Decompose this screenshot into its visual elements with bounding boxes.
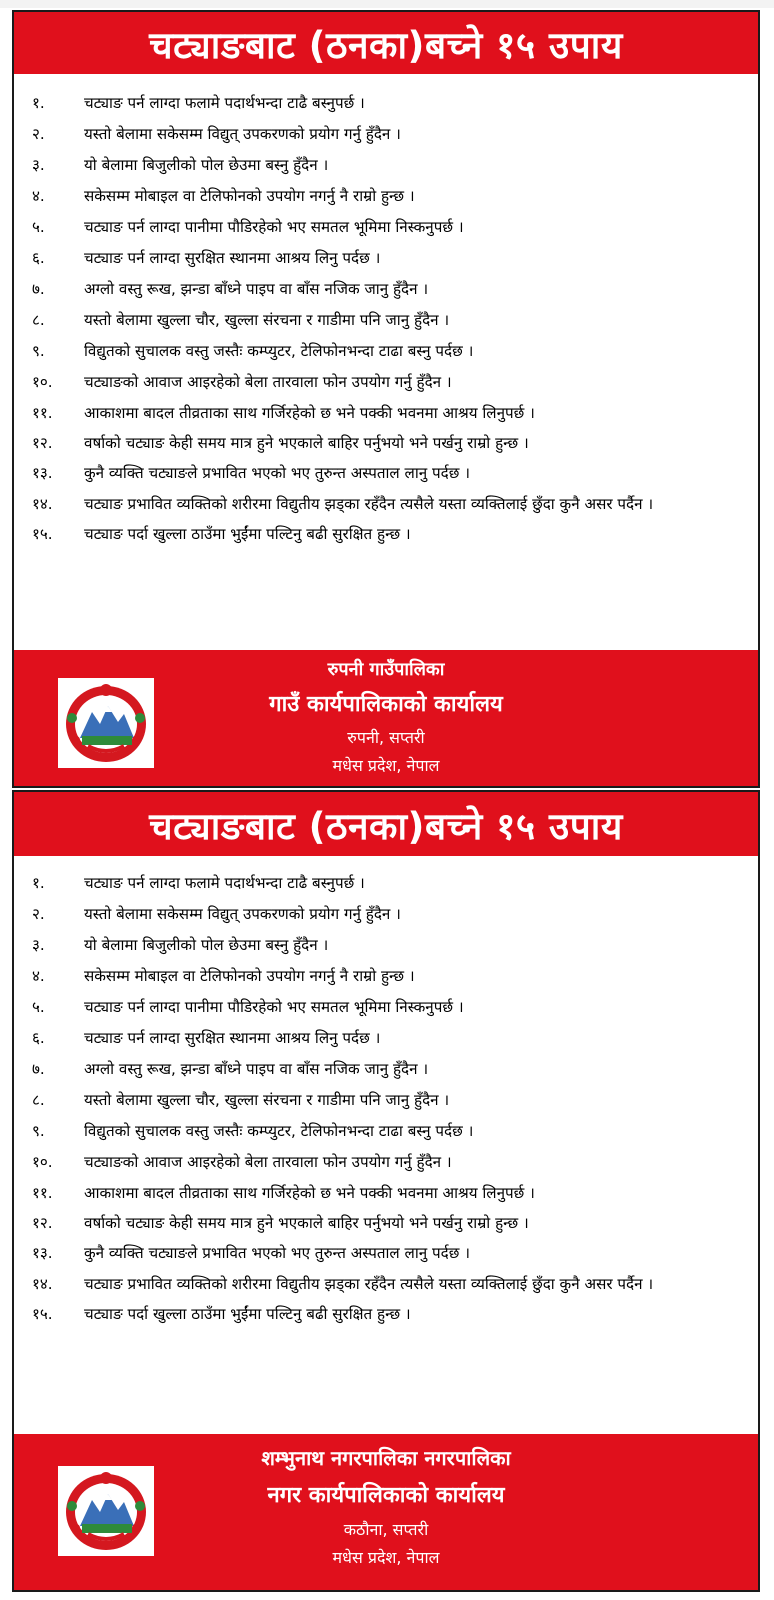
list-item [20,1178,750,1208]
list-item [20,458,750,489]
item-text: चट्याङ पर्न लाग्दा सुरक्षित स्थानमा आश्रय लिनु पर्दछ । [84,249,381,267]
item-number: ८. [32,1091,45,1109]
item-number: ११. [32,404,53,422]
item-number: २. [32,905,45,923]
item-text: आकाशमा बादल तीव्रताका साथ गर्जिरहेको छ भने पक्की भवनमा आश्रय लिनुपर्छ । [84,404,535,422]
item-number: १२. [32,434,53,452]
item-number: १३. [32,464,53,482]
list-item [20,274,750,305]
item-number: ७. [32,1060,45,1078]
list-item [20,1023,750,1054]
item-number: १५. [32,525,53,543]
item-text: चट्याङ पर्न लाग्दा पानीमा पौडिरहेको भए समतल भूमिमा निस्कनुपर्छ । [84,218,464,236]
list-item [20,961,750,992]
item-number: ३. [32,936,45,954]
top-strip [0,0,774,8]
item-text: चट्याङ प्रभावित व्यक्तिको शरीरमा विद्युतीय झड्का रहँदैन त्यसैले यस्ता व्यक्तिलाई छुँदा कुनै असर पर्दैन । [84,495,654,513]
list-item [20,1269,750,1299]
office-footer [14,1434,758,1590]
item-number: १३. [32,1244,53,1262]
list-item [20,119,750,150]
item-number: ४. [32,967,45,985]
item-text: विद्युतको सुचालक वस्तु जस्तैः कम्प्युटर, टेलिफोनभन्दा टाढा बस्नु पर्दछ । [84,342,474,360]
list-item [20,398,750,428]
item-number: १५. [32,1305,53,1323]
item-number: १२. [32,1214,53,1232]
item-text: यस्तो बेलामा सकेसम्म विद्युत् उपकरणको प्रयोग गर्नु हुँदैन । [84,905,401,923]
list-item [20,336,750,367]
list-item [20,1116,750,1147]
item-number: १. [32,874,45,892]
office-name: गाउँ कार्यपालिकाको कार्यालय [269,692,503,717]
list-item [20,1054,750,1085]
item-number: ९. [32,1122,45,1140]
list-item [20,181,750,212]
list-item [20,305,750,336]
list-item [20,1238,750,1269]
item-text: सकेसम्म मोबाइल वा टेलिफोनको उपयोग नगर्नु नै राम्रो हुन्छ । [84,187,415,205]
item-text: चट्याङको आवाज आइरहेको बेला तारवाला फोन उपयोग गर्नु हुँदैन । [84,373,452,391]
item-text: वर्षाको चट्याङ केही समय मात्र हुने भएकाले बाहिर पर्नुभयो भने पर्खनु राम्रो हुन्छ । [84,434,529,452]
list-item [20,519,750,550]
item-text: चट्याङ पर्दा खुल्ला ठाउँमा भुईंमा पल्टिनु बढी सुरक्षित हुन्छ । [84,1305,411,1323]
list-item [20,150,750,181]
item-number: १०. [32,373,53,391]
item-number: ७. [32,280,45,298]
notice-panel-2 [12,790,760,1592]
office-footer [14,650,758,786]
item-text: चट्याङ पर्न लाग्दा पानीमा पौडिरहेको भए समतल भूमिमा निस्कनुपर्छ । [84,998,464,1016]
item-number: ९. [32,342,45,360]
office-location: रुपनी, सप्तरी [347,728,425,747]
list-item [20,868,750,899]
panel-title: चट्याङबाट (ठनका)बच्ने १५ उपाय [14,12,758,74]
list-item [20,1085,750,1116]
item-text: चट्याङ पर्न लाग्दा सुरक्षित स्थानमा आश्रय लिनु पर्दछ । [84,1029,381,1047]
item-text: विद्युतको सुचालक वस्तु जस्तैः कम्प्युटर, टेलिफोनभन्दा टाढा बस्नु पर्दछ । [84,1122,474,1140]
item-text: चट्याङ पर्दा खुल्ला ठाउँमा भुईंमा पल्टिनु बढी सुरक्षित हुन्छ । [84,525,411,543]
tips-list [14,88,758,550]
municipality-name: रुपनी गाउँपालिका [327,659,445,680]
list-item [20,1299,750,1330]
list-item [20,1208,750,1238]
office-province: मधेस प्रदेश, नेपाल [332,1548,440,1567]
item-number: १०. [32,1153,53,1171]
panel-title: चट्याङबाट (ठनका)बच्ने १५ उपाय [14,792,758,856]
list-item [20,367,750,398]
list-item [20,88,750,119]
list-item [20,1147,750,1178]
item-number: १. [32,94,45,112]
item-text: कुनै व्यक्ति चट्याङले प्रभावित भएको भए तुरुन्त अस्पताल लानु पर्दछ । [84,1244,470,1262]
item-text: कुनै व्यक्ति चट्याङले प्रभावित भएको भए तुरुन्त अस्पताल लानु पर्दछ । [84,464,470,482]
item-number: ११. [32,1184,53,1202]
item-text: अग्लो वस्तु रूख, झन्डा बाँध्ने पाइप वा बाँस नजिक जानु हुँदैन । [84,280,429,298]
item-text: चट्याङ पर्न लाग्दा फलामे पदार्थभन्दा टाढै बस्नुपर्छ । [84,874,365,892]
item-number: १४. [32,495,53,513]
list-item [20,899,750,930]
item-text: चट्याङ प्रभावित व्यक्तिको शरीरमा विद्युतीय झड्का रहँदैन त्यसैले यस्ता व्यक्तिलाई छुँदा कुनै असर पर्दैन । [84,1275,654,1293]
item-text: चट्याङको आवाज आइरहेको बेला तारवाला फोन उपयोग गर्नु हुँदैन । [84,1153,452,1171]
list-item [20,930,750,961]
list-item [20,243,750,274]
item-number: ८. [32,311,45,329]
item-text: यो बेलामा बिजुलीको पोल छेउमा बस्नु हुँदैन । [84,936,329,954]
list-item [20,992,750,1023]
item-text: यस्तो बेलामा सकेसम्म विद्युत् उपकरणको प्रयोग गर्नु हुँदैन । [84,125,401,143]
item-text: यस्तो बेलामा खुल्ला चौर, खुल्ला संरचना र गाडीमा पनि जानु हुँदैन । [84,1091,450,1109]
item-text: वर्षाको चट्याङ केही समय मात्र हुने भएकाले बाहिर पर्नुभयो भने पर्खनु राम्रो हुन्छ । [84,1214,529,1232]
office-location: कठौना, सप्तरी [343,1520,429,1539]
municipality-name: शम्भुनाथ नगरपालिका नगरपालिका [261,1446,511,1470]
item-text: यस्तो बेलामा खुल्ला चौर, खुल्ला संरचना र गाडीमा पनि जानु हुँदैन । [84,311,450,329]
item-number: २. [32,125,45,143]
item-number: ५. [32,998,45,1016]
list-item [20,212,750,243]
item-number: ४. [32,187,45,205]
item-text: चट्याङ पर्न लाग्दा फलामे पदार्थभन्दा टाढै बस्नुपर्छ । [84,94,365,112]
item-number: ६. [32,249,45,267]
item-number: ६. [32,1029,45,1047]
list-item [20,428,750,458]
tips-list [14,868,758,1330]
item-number: ३. [32,156,45,174]
list-item [20,489,750,519]
office-address [14,1440,758,1572]
office-province: मधेस प्रदेश, नेपाल [332,756,440,775]
item-text: यो बेलामा बिजुलीको पोल छेउमा बस्नु हुँदैन । [84,156,329,174]
item-number: ५. [32,218,45,236]
item-number: १४. [32,1275,53,1293]
item-text: आकाशमा बादल तीव्रताका साथ गर्जिरहेको छ भने पक्की भवनमा आश्रय लिनुपर्छ । [84,1184,535,1202]
item-text: सकेसम्म मोबाइल वा टेलिफोनको उपयोग नगर्नु नै राम्रो हुन्छ । [84,967,415,985]
office-name: नगर कार्यपालिकाको कार्यालय [267,1483,505,1508]
notice-panel-1 [12,10,760,788]
item-text: अग्लो वस्तु रूख, झन्डा बाँध्ने पाइप वा बाँस नजिक जानु हुँदैन । [84,1060,429,1078]
office-address [14,654,758,780]
